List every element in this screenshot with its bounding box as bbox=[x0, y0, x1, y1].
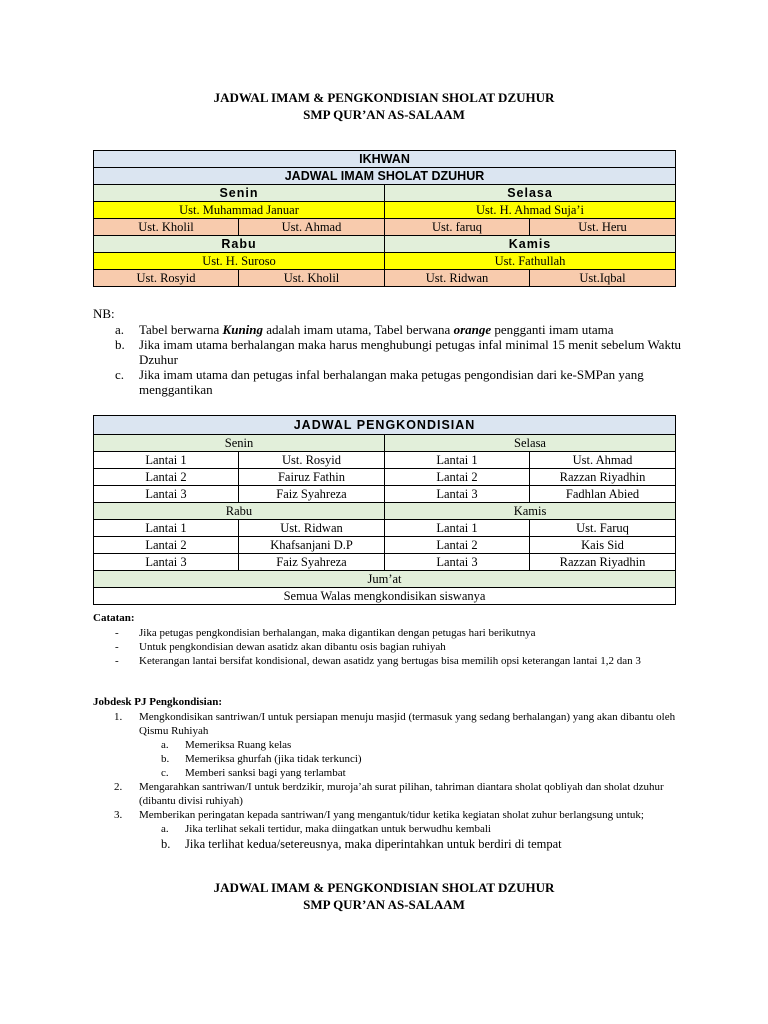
table-row bbox=[94, 537, 676, 554]
floor-cell: Lantai 3 bbox=[385, 486, 530, 503]
officer-cell: Faiz Syahreza bbox=[239, 554, 385, 571]
officer-cell: Razzan Riyadhin bbox=[530, 469, 676, 486]
jobdesk-item bbox=[93, 710, 683, 738]
catatan-text: Untuk pengkondisian dewan asatidz akan dibantu osis bagian ruhiyah bbox=[139, 641, 446, 653]
substitute-imam: Ust. Heru bbox=[530, 219, 676, 236]
note-text: pengganti imam utama bbox=[491, 322, 614, 337]
nb-notes bbox=[93, 306, 693, 397]
floor-cell: Lantai 1 bbox=[385, 520, 530, 537]
day-header-selasa: Selasa bbox=[385, 185, 676, 202]
table-row bbox=[94, 452, 676, 469]
officer-cell: Razzan Riyadhin bbox=[530, 554, 676, 571]
subitem-marker: c. bbox=[161, 767, 169, 779]
jobdesk-item bbox=[93, 780, 683, 808]
dash-marker: - bbox=[115, 655, 119, 667]
item-number: 3. bbox=[114, 809, 123, 821]
day-header-kamis: Kamis bbox=[385, 236, 676, 253]
note-text: adalah imam utama, Tabel berwana bbox=[263, 322, 454, 337]
title-line-2: SMP QUR’AN AS-SALAAM bbox=[303, 107, 465, 122]
main-imam-senin: Ust. Muhammad Januar bbox=[94, 202, 385, 219]
list-marker: b. bbox=[115, 337, 125, 352]
title-line-1: JADWAL IMAM & PENGKONDISIAN SHOLAT DZUHUR bbox=[213, 90, 555, 105]
substitute-imam: Ust. Ahmad bbox=[239, 219, 385, 236]
document-title-repeat bbox=[0, 879, 768, 913]
nb-list bbox=[93, 322, 693, 397]
jobdesk-subitem bbox=[93, 752, 683, 766]
subitem-text: Memeriksa Ruang kelas bbox=[185, 739, 292, 751]
main-imam-kamis: Ust. Fathullah bbox=[385, 253, 676, 270]
main-imam-rabu: Ust. H. Suroso bbox=[94, 253, 385, 270]
friday-note: Semua Walas mengkondisikan siswanya bbox=[94, 588, 676, 605]
jobdesk-subitem bbox=[93, 766, 683, 780]
catatan-label: Catatan: bbox=[93, 612, 135, 624]
list-item bbox=[115, 337, 693, 367]
officer-cell: Ust. Ahmad bbox=[530, 452, 676, 469]
item-number: 2. bbox=[114, 781, 123, 793]
day-header-kamis: Kamis bbox=[385, 503, 676, 520]
list-item bbox=[115, 322, 693, 337]
jobdesk-subitem bbox=[93, 738, 683, 752]
day-header-selasa: Selasa bbox=[385, 435, 676, 452]
floor-cell: Lantai 3 bbox=[385, 554, 530, 571]
document-title bbox=[0, 89, 768, 123]
list-item bbox=[115, 626, 673, 640]
list-item bbox=[115, 654, 673, 668]
catatan-text: Keterangan lantai bersifat kondisional, dewan asatidz yang bertugas bisa memilih opsi keterangan lantai 1,2 dan 3 bbox=[139, 655, 641, 667]
day-header-senin: Senin bbox=[94, 435, 385, 452]
nb-label: NB: bbox=[93, 306, 115, 321]
floor-cell: Lantai 2 bbox=[385, 469, 530, 486]
day-header-rabu: Rabu bbox=[94, 503, 385, 520]
main-imam-selasa: Ust. H. Ahmad Suja’i bbox=[385, 202, 676, 219]
kondisi-table-heading: JADWAL PENGKONDISIAN bbox=[94, 416, 676, 435]
jobdesk-item bbox=[93, 808, 683, 822]
substitute-imam: Ust. Kholil bbox=[239, 270, 385, 287]
subitem-marker: a. bbox=[161, 739, 169, 751]
officer-cell: Ust. Faruq bbox=[530, 520, 676, 537]
table-row bbox=[94, 554, 676, 571]
substitute-imam: Ust.Iqbal bbox=[530, 270, 676, 287]
imam-table-heading: JADWAL IMAM SHOLAT DZUHUR bbox=[94, 168, 676, 185]
jobdesk-label: Jobdesk PJ Pengkondisian: bbox=[93, 696, 222, 708]
jobdesk-subitem bbox=[93, 822, 683, 836]
group-header: IKHWAN bbox=[94, 151, 676, 168]
day-header-rabu: Rabu bbox=[94, 236, 385, 253]
floor-cell: Lantai 2 bbox=[94, 469, 239, 486]
note-emphasis-orange: orange bbox=[453, 322, 492, 337]
catatan-text: Jika petugas pengkondisian berhalangan, maka digantikan dengan petugas hari berikutnya bbox=[139, 627, 536, 639]
table-row bbox=[94, 520, 676, 537]
subitem-marker: b. bbox=[161, 753, 170, 765]
pengkondisian-table bbox=[93, 415, 676, 605]
jobdesk-text: Mengkondisikan santriwan/I untuk persiapan menuju masjid (termasuk yang sedang berhalangan) yang akan dibantu oleh Qismu Ruhiyah bbox=[139, 711, 676, 737]
floor-cell: Lantai 2 bbox=[94, 537, 239, 554]
dash-marker: - bbox=[115, 627, 119, 639]
jobdesk-subitem bbox=[93, 836, 683, 852]
subitem-text: Jika terlihat sekali tertidur, maka diingatkan untuk berwudhu kembali bbox=[185, 823, 491, 835]
imam-schedule-table bbox=[93, 150, 676, 287]
jobdesk-section bbox=[93, 695, 683, 852]
title-line-1: JADWAL IMAM & PENGKONDISIAN SHOLAT DZUHUR bbox=[213, 880, 555, 895]
note-text: Jika imam utama berhalangan maka harus menghubungi petugas infal minimal 15 menit sebelum Waktu Dzuhur bbox=[139, 337, 682, 367]
day-header-senin: Senin bbox=[94, 185, 385, 202]
day-header-jumat: Jum’at bbox=[94, 571, 676, 588]
officer-cell: Ust. Rosyid bbox=[239, 452, 385, 469]
officer-cell: Kais Sid bbox=[530, 537, 676, 554]
floor-cell: Lantai 2 bbox=[385, 537, 530, 554]
floor-cell: Lantai 1 bbox=[385, 452, 530, 469]
note-text: Tabel berwarna bbox=[139, 322, 223, 337]
subitem-text: Memeriksa ghurfah (jika tidak terkunci) bbox=[185, 753, 362, 765]
note-emphasis-kuning: Kuning bbox=[222, 322, 264, 337]
note-text: Jika imam utama dan petugas infal berhalangan maka petugas pengondisian dari ke-SMPan yang menggantikan bbox=[139, 367, 644, 397]
list-marker: a. bbox=[115, 322, 125, 337]
list-item bbox=[115, 367, 693, 397]
substitute-imam: Ust. Kholil bbox=[94, 219, 239, 236]
floor-cell: Lantai 3 bbox=[94, 554, 239, 571]
officer-cell: Khafsanjani D.P bbox=[239, 537, 385, 554]
officer-cell: Ust. Ridwan bbox=[239, 520, 385, 537]
jobdesk-text: Memberikan peringatan kepada santriwan/I yang mengantuk/tidur ketika kegiatan sholat zuhur berlangsung untuk; bbox=[139, 809, 644, 821]
substitute-imam: Ust. Ridwan bbox=[385, 270, 530, 287]
table-row bbox=[94, 486, 676, 503]
table-row bbox=[94, 469, 676, 486]
substitute-imam: Ust. Rosyid bbox=[94, 270, 239, 287]
substitute-imam: Ust. faruq bbox=[385, 219, 530, 236]
officer-cell: Fadhlan Abied bbox=[530, 486, 676, 503]
catatan-section bbox=[93, 611, 673, 668]
item-number: 1. bbox=[114, 711, 123, 723]
subitem-text: Jika terlihat kedua/setereusnya, maka diperintahkan untuk berdiri di tempat bbox=[185, 837, 562, 851]
officer-cell: Fairuz Fathin bbox=[239, 469, 385, 486]
list-item bbox=[115, 640, 673, 654]
catatan-list bbox=[93, 626, 673, 668]
subitem-text: Memberi sanksi bagi yang terlambat bbox=[185, 767, 346, 779]
jobdesk-text: Mengarahkan santriwan/I untuk berdzikir, muroja’ah surat pilihan, tahriman diantara sholat qobliyah dan sholat dzuhur (dibantu divisi ruhiyah) bbox=[139, 781, 664, 807]
floor-cell: Lantai 3 bbox=[94, 486, 239, 503]
officer-cell: Faiz Syahreza bbox=[239, 486, 385, 503]
list-marker: c. bbox=[115, 367, 125, 382]
dash-marker: - bbox=[115, 641, 119, 653]
floor-cell: Lantai 1 bbox=[94, 452, 239, 469]
subitem-marker: b. bbox=[161, 837, 171, 851]
floor-cell: Lantai 1 bbox=[94, 520, 239, 537]
title-line-2: SMP QUR’AN AS-SALAAM bbox=[303, 897, 465, 912]
subitem-marker: a. bbox=[161, 823, 169, 835]
